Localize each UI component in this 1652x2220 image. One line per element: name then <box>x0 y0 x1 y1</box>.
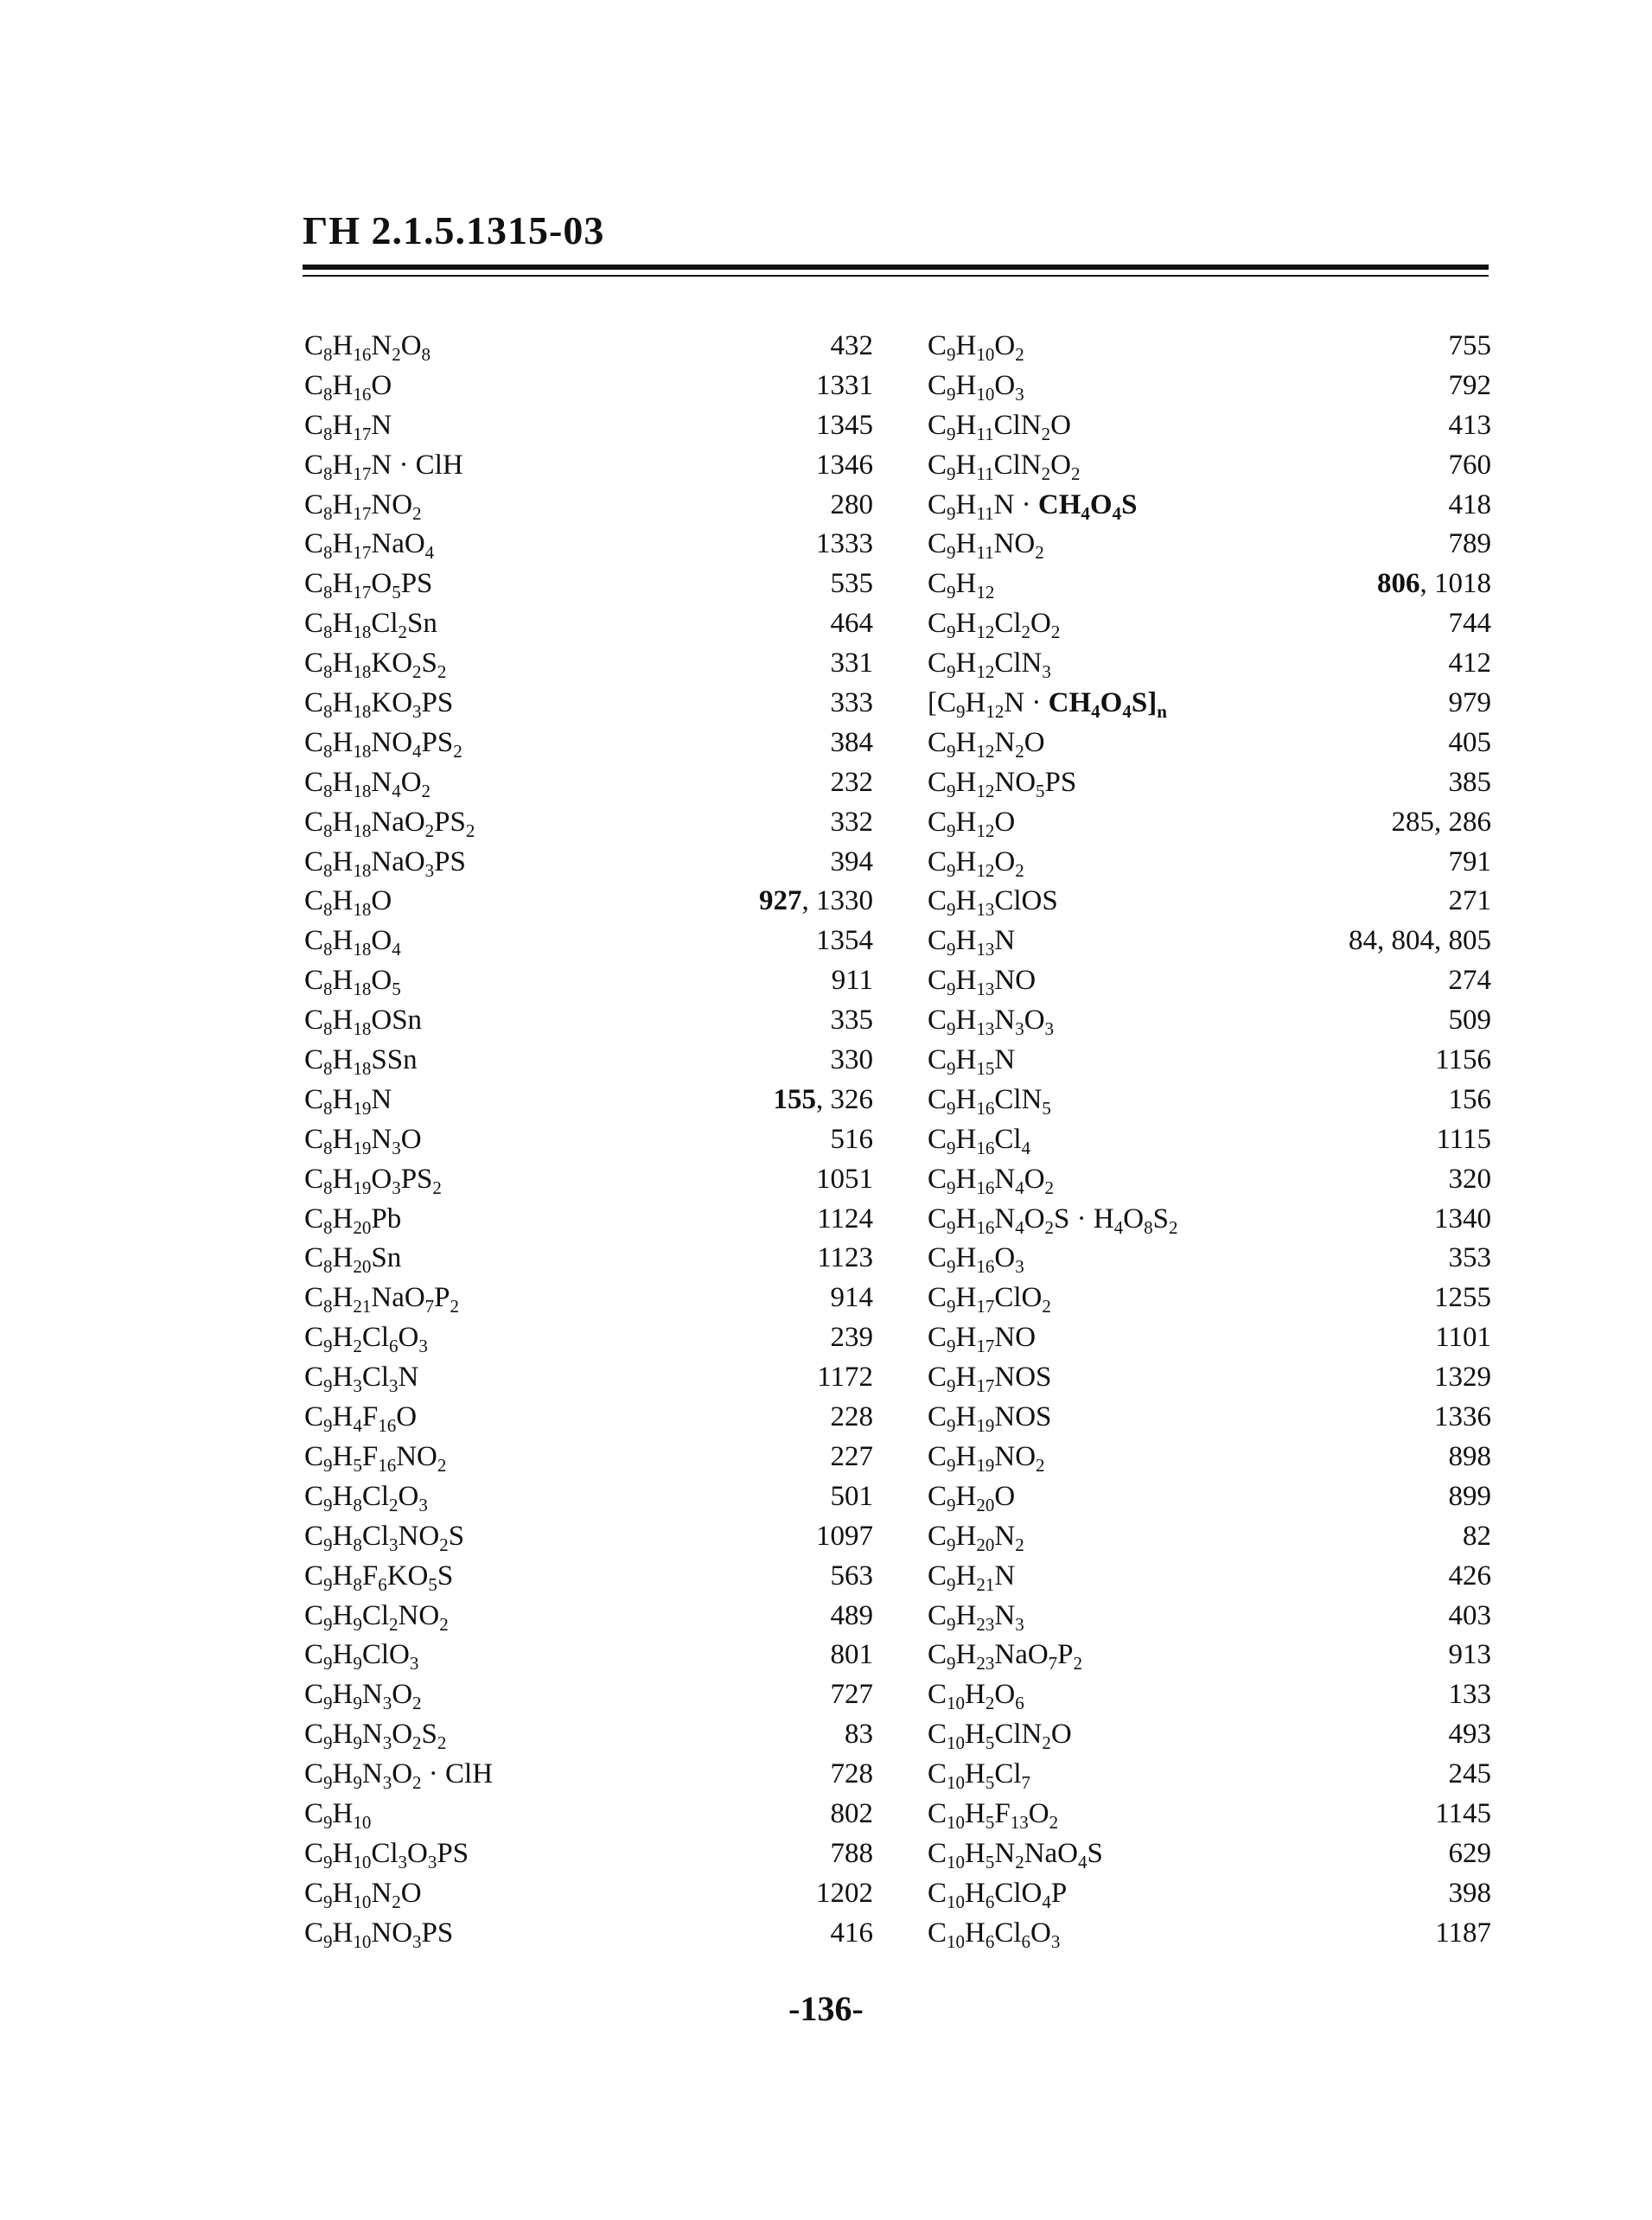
formula: $C_9H_{17}NO$ <box>928 1322 1036 1357</box>
formula: $C_9H_{13}ClOS$ <box>928 885 1058 921</box>
index-entry <box>928 961 1491 1001</box>
formula: $C_9H_{19}NO_2$ <box>928 1440 1045 1476</box>
page-header: ГН 2.1.5.1315-03 <box>303 208 605 252</box>
formula: $C_9H_{20}N_2$ <box>928 1520 1024 1555</box>
reference-numbers: 331 <box>830 648 873 679</box>
formula: $C_9H_8Cl_3NO_2S$ <box>304 1520 465 1555</box>
formula: $C_8H_{19}N$ <box>304 1083 392 1119</box>
reference-numbers: 1124 <box>817 1202 873 1234</box>
index-entry <box>304 446 873 486</box>
reference-numbers: 280 <box>830 488 873 520</box>
formula: $C_8H_{18}KO_2S_2$ <box>304 648 447 683</box>
index-entry <box>304 565 873 604</box>
index-entry <box>304 724 873 763</box>
reference-numbers: 464 <box>830 608 873 640</box>
index-entry <box>928 1001 1491 1041</box>
index-entry <box>304 1160 873 1200</box>
reference-numbers: 1187 <box>1435 1917 1491 1949</box>
index-entry <box>928 1279 1491 1318</box>
reference-numbers: 979 <box>1448 687 1491 719</box>
formula: $C_{10}H_5F_{13}O_2$ <box>928 1797 1059 1833</box>
header-rule-thick <box>303 265 1489 270</box>
reference-numbers: 563 <box>830 1560 873 1592</box>
formula: $C_8H_{17}O_5PS$ <box>304 568 433 603</box>
reference-numbers: 1354 <box>816 925 873 957</box>
index-entry <box>304 1041 873 1081</box>
reference-numbers: 728 <box>830 1758 873 1790</box>
reference-numbers: 911 <box>831 965 873 997</box>
index-entry <box>928 1675 1491 1715</box>
index-entry <box>304 1636 873 1675</box>
index-entry <box>304 367 873 406</box>
index-entry <box>928 1874 1491 1914</box>
reference-numbers: 1145 <box>1435 1797 1491 1829</box>
formula: $C_8H_{17}N$ · ClH <box>304 449 463 484</box>
index-entry <box>928 406 1491 446</box>
reference-numbers: 1340 <box>1434 1202 1491 1234</box>
formula: $C_9H_{16}N_4O_2$ <box>928 1163 1055 1198</box>
reference-numbers: 489 <box>830 1599 873 1631</box>
reference-numbers: 806, 1018 <box>1377 568 1491 600</box>
index-entry <box>928 1318 1491 1358</box>
formula: $C_9H_{11}N \cdot CH_4O_4S$ <box>928 488 1138 524</box>
formula: $C_9H_{13}NO$ <box>928 965 1036 1000</box>
index-entry <box>304 1874 873 1914</box>
index-entry <box>928 1081 1491 1120</box>
index-entry <box>928 1755 1491 1795</box>
reference-numbers: 1255 <box>1434 1282 1491 1314</box>
index-entry <box>304 327 873 367</box>
index-entry <box>304 1597 873 1636</box>
reference-numbers: 84, 804, 805 <box>1349 925 1491 957</box>
reference-numbers: 285, 286 <box>1391 806 1491 838</box>
formula: $C_{10}H_5N_2NaO_4S$ <box>928 1837 1103 1872</box>
reference-numbers: 353 <box>1448 1242 1491 1274</box>
reference-numbers: 398 <box>1448 1877 1491 1909</box>
index-entry <box>304 1834 873 1874</box>
formula: $C_9H_{12}O$ <box>928 806 1016 841</box>
formula: $C_{10}H_2O_6$ <box>928 1679 1024 1714</box>
reference-numbers: 744 <box>1448 608 1491 640</box>
index-entry <box>928 446 1491 486</box>
reference-numbers: 245 <box>1448 1758 1491 1790</box>
reference-numbers: 1115 <box>1436 1123 1491 1155</box>
formula: $C_9H_5F_{16}NO_2$ <box>304 1440 447 1476</box>
index-entry <box>304 684 873 724</box>
formula: $C_8H_{18}O$ <box>304 885 392 921</box>
reference-numbers: 1051 <box>816 1163 873 1195</box>
reference-numbers: 1336 <box>1434 1401 1491 1433</box>
index-entry <box>304 406 873 446</box>
reference-numbers: 1331 <box>816 369 873 401</box>
formula: $C_9H_9N_3O_2S_2$ <box>304 1719 447 1754</box>
reference-numbers: 418 <box>1448 488 1491 520</box>
index-entry <box>304 803 873 843</box>
reference-numbers: 156 <box>1448 1083 1491 1115</box>
reference-numbers: 228 <box>830 1401 873 1433</box>
index-entry <box>928 1200 1491 1240</box>
formula: $C_8H_{18}OSn$ <box>304 1005 423 1040</box>
formula: $C_9H_{12}ClN_3$ <box>928 648 1051 683</box>
index-entry <box>928 684 1491 724</box>
index-entry <box>304 604 873 644</box>
index-entry <box>304 1795 873 1834</box>
reference-numbers: 898 <box>1448 1440 1491 1472</box>
reference-numbers: 927, 1330 <box>759 885 873 917</box>
reference-numbers: 1097 <box>816 1520 873 1552</box>
index-entry <box>304 1358 873 1398</box>
reference-numbers: 403 <box>1448 1599 1491 1631</box>
index-entry <box>304 1517 873 1557</box>
formula: $C_9H_{15}N$ <box>928 1044 1016 1080</box>
reference-numbers: 133 <box>1448 1679 1491 1711</box>
index-entry <box>928 1795 1491 1834</box>
formula: $C_9H_{13}N_3O_3$ <box>928 1005 1055 1040</box>
formula: $C_9H_{16}ClN_5$ <box>928 1083 1051 1119</box>
reference-numbers: 227 <box>830 1440 873 1472</box>
formula: $C_9H_{13}N$ <box>928 925 1016 960</box>
formula: $C_8H_{18}NaO_3PS$ <box>304 845 466 881</box>
index-entry <box>928 525 1491 565</box>
reference-numbers: 755 <box>1448 330 1491 361</box>
formula: $C_9H_{20}O$ <box>928 1480 1016 1515</box>
index-entry <box>928 1834 1491 1874</box>
formula: $C_9H_{10}Cl_3O_3PS$ <box>304 1837 469 1872</box>
formula: $C_9H_9N_3O_2$ <box>304 1679 422 1714</box>
formula: $C_9H_{23}N_3$ <box>928 1599 1024 1635</box>
index-entry <box>928 1914 1491 1954</box>
reference-numbers: 330 <box>830 1044 873 1076</box>
formula: $C_8H_{18}Cl_2Sn$ <box>304 608 437 643</box>
index-entry <box>928 644 1491 684</box>
index-entry <box>304 1318 873 1358</box>
index-entry <box>928 486 1491 526</box>
reference-numbers: 384 <box>830 726 873 758</box>
formula: $C_9H_{16}N_4O_2S \cdot H_4O_8S_2$ <box>928 1202 1178 1238</box>
index-entry <box>928 724 1491 763</box>
reference-numbers: 1156 <box>1435 1044 1491 1076</box>
formula: $C_9H_{11}NO_2$ <box>928 528 1044 564</box>
formula: $C_8H_{18}N_4O_2$ <box>304 766 431 801</box>
reference-numbers: 405 <box>1448 726 1491 758</box>
reference-numbers: 899 <box>1448 1480 1491 1512</box>
index-entry <box>304 1557 873 1597</box>
index-entry <box>304 1715 873 1755</box>
index-entry <box>928 1041 1491 1081</box>
index-entry <box>304 1239 873 1279</box>
index-entry <box>928 565 1491 604</box>
index-entry <box>304 525 873 565</box>
formula: $C_9H_{17}ClO_2$ <box>928 1282 1051 1317</box>
reference-numbers: 792 <box>1448 369 1491 401</box>
reference-numbers: 727 <box>830 1679 873 1711</box>
formula: $C_9H_{21}N$ <box>928 1560 1016 1595</box>
formula: $C_9H_{10}O_2$ <box>928 330 1024 365</box>
reference-numbers: 426 <box>1448 1560 1491 1592</box>
reference-numbers: 1172 <box>817 1362 873 1394</box>
index-entry <box>304 1477 873 1517</box>
reference-numbers: 788 <box>830 1837 873 1869</box>
reference-numbers: 629 <box>1448 1837 1491 1869</box>
reference-numbers: 413 <box>1448 409 1491 441</box>
index-entry <box>928 1517 1491 1557</box>
formula: $C_9H_8F_6KO_5S$ <box>304 1560 454 1595</box>
formula-index-right-column <box>928 327 1491 1954</box>
reference-numbers: 1329 <box>1434 1362 1491 1394</box>
index-entry <box>304 1675 873 1715</box>
reference-numbers: 1345 <box>816 409 873 441</box>
reference-numbers: 232 <box>830 766 873 798</box>
formula: $C_8H_{18}NaO_2PS_2$ <box>304 806 475 841</box>
formula: $C_9H_{11}ClN_2O_2$ <box>928 449 1081 484</box>
index-entry <box>304 922 873 961</box>
index-entry <box>304 1200 873 1240</box>
formula: $C_9H_{10}N_2O$ <box>304 1877 422 1912</box>
formula: $C_8H_{18}O_4$ <box>304 925 401 960</box>
reference-numbers: 333 <box>830 687 873 719</box>
reference-numbers: 913 <box>1448 1639 1491 1671</box>
reference-numbers: 802 <box>830 1797 873 1829</box>
formula: $C_9H_{12}$ <box>928 568 995 603</box>
formula: $C_9H_{11}ClN_2O$ <box>928 409 1071 444</box>
reference-numbers: 914 <box>830 1282 873 1314</box>
formula: $C_8H_{17}NO_2$ <box>304 488 422 524</box>
reference-numbers: 432 <box>830 330 873 361</box>
formula: $C_8H_{17}N$ <box>304 409 392 444</box>
formula: $C_9H_{17}NOS$ <box>928 1362 1052 1397</box>
formula: $C_8H_{18}KO_3PS$ <box>304 687 454 723</box>
formula: $C_9H_{12}NO_5PS$ <box>928 766 1077 801</box>
formula: $C_8H_{21}NaO_7P_2$ <box>304 1282 460 1317</box>
index-entry <box>928 1160 1491 1200</box>
formula: $C_8H_{19}O_3PS_2$ <box>304 1163 442 1198</box>
reference-numbers: 335 <box>830 1005 873 1037</box>
reference-numbers: 509 <box>1448 1005 1491 1037</box>
index-entry <box>304 843 873 883</box>
formula: $C_8H_{16}N_2O_8$ <box>304 330 431 365</box>
formula: $C_9H_{12}Cl_2O_2$ <box>928 608 1061 643</box>
formula: $C_9H_3Cl_3N$ <box>304 1362 419 1397</box>
formula-index-left-column <box>304 327 873 1954</box>
formula: $C_9H_2Cl_6O_3$ <box>304 1322 428 1357</box>
index-entry <box>304 1120 873 1160</box>
formula: $C_9H_{10}$ <box>304 1797 372 1833</box>
index-entry <box>304 1914 873 1954</box>
index-entry <box>928 1636 1491 1675</box>
formula: $C_9H_8Cl_2O_3$ <box>304 1480 428 1515</box>
index-entry <box>928 843 1491 883</box>
reference-numbers: 82 <box>1463 1520 1491 1552</box>
index-entry <box>928 1358 1491 1398</box>
reference-numbers: 394 <box>830 845 873 877</box>
page-number: -136- <box>788 1989 864 2028</box>
reference-numbers: 320 <box>1448 1163 1491 1195</box>
index-entry <box>304 1755 873 1795</box>
formula: $C_{10}H_6Cl_6O_3$ <box>928 1917 1061 1952</box>
index-entry <box>304 1001 873 1041</box>
reference-numbers: 271 <box>1448 885 1491 917</box>
reference-numbers: 535 <box>830 568 873 600</box>
header-rule-thin <box>303 275 1489 277</box>
formula: $C_8H_{18}SSn$ <box>304 1044 418 1080</box>
reference-numbers: 239 <box>830 1322 873 1354</box>
index-entry <box>928 1557 1491 1597</box>
reference-numbers: 760 <box>1448 449 1491 481</box>
reference-numbers: 1101 <box>1435 1322 1491 1354</box>
index-entry <box>928 327 1491 367</box>
reference-numbers: 1333 <box>816 528 873 560</box>
formula: $C_9H_4F_{16}O$ <box>304 1401 418 1437</box>
index-entry <box>304 1398 873 1438</box>
formula: $[C_9H_{12}N \cdot CH_4O_4S]_n$ <box>928 687 1167 723</box>
reference-numbers: 332 <box>830 806 873 838</box>
formula: $C_9H_9ClO_3$ <box>304 1639 419 1675</box>
index-entry <box>928 367 1491 406</box>
formula: $C_9H_{16}Cl_4$ <box>928 1123 1031 1158</box>
index-entry <box>928 1477 1491 1517</box>
index-entry <box>928 763 1491 803</box>
formula: $C_8H_{20}Pb$ <box>304 1202 402 1238</box>
index-entry <box>304 644 873 684</box>
index-entry <box>304 1081 873 1120</box>
index-entry <box>928 922 1491 961</box>
index-entry <box>304 961 873 1001</box>
index-entry <box>928 882 1491 922</box>
formula: $C_9H_9Cl_2NO_2$ <box>304 1599 449 1635</box>
formula: $C_8H_{18}O_5$ <box>304 965 401 1000</box>
reference-numbers: 1123 <box>817 1242 873 1274</box>
formula: $C_9H_{12}O_2$ <box>928 845 1024 881</box>
index-entry <box>304 486 873 526</box>
reference-numbers: 516 <box>830 1123 873 1155</box>
formula: $C_8H_{20}Sn$ <box>304 1242 402 1278</box>
formula: $C_9H_{10}NO_3PS$ <box>304 1917 454 1952</box>
index-entry <box>928 1438 1491 1477</box>
index-entry <box>928 1597 1491 1636</box>
index-entry <box>304 1279 873 1318</box>
reference-numbers: 1202 <box>816 1877 873 1909</box>
index-entry <box>928 1239 1491 1279</box>
formula: $C_9H_{12}N_2O$ <box>928 726 1045 762</box>
formula: $C_9H_{23}NaO_7P_2$ <box>928 1639 1083 1675</box>
reference-numbers: 791 <box>1448 845 1491 877</box>
index-entry <box>304 882 873 922</box>
formula: $C_9H_{16}O_3$ <box>928 1242 1024 1278</box>
formula: $C_9H_{19}NOS$ <box>928 1401 1052 1437</box>
formula: $C_9H_9N_3O_2$ · ClH <box>304 1758 494 1794</box>
formula: $C_8H_{16}O$ <box>304 369 392 405</box>
index-entry <box>928 1715 1491 1755</box>
formula: $C_{10}H_5Cl_7$ <box>928 1758 1031 1794</box>
reference-numbers: 416 <box>830 1917 873 1949</box>
formula: $C_9H_{10}O_3$ <box>928 369 1024 405</box>
index-entry <box>928 803 1491 843</box>
formula: $C_{10}H_6ClO_4P$ <box>928 1877 1068 1912</box>
formula: $C_8H_{18}NO_4PS_2$ <box>304 726 462 762</box>
index-entry <box>304 763 873 803</box>
reference-numbers: 493 <box>1448 1719 1491 1751</box>
formula: $C_8H_{19}N_3O$ <box>304 1123 422 1158</box>
reference-numbers: 801 <box>830 1639 873 1671</box>
reference-numbers: 1346 <box>816 449 873 481</box>
reference-numbers: 789 <box>1448 528 1491 560</box>
reference-numbers: 274 <box>1448 965 1491 997</box>
reference-numbers: 412 <box>1448 648 1491 679</box>
index-entry <box>928 1120 1491 1160</box>
index-entry <box>928 1398 1491 1438</box>
formula: $C_8H_{17}NaO_4$ <box>304 528 435 564</box>
reference-numbers: 155, 326 <box>773 1083 873 1115</box>
reference-numbers: 83 <box>845 1719 873 1751</box>
reference-numbers: 385 <box>1448 766 1491 798</box>
index-entry <box>304 1438 873 1477</box>
index-entry <box>928 604 1491 644</box>
formula: $C_{10}H_5ClN_2O$ <box>928 1719 1072 1754</box>
reference-numbers: 501 <box>830 1480 873 1512</box>
